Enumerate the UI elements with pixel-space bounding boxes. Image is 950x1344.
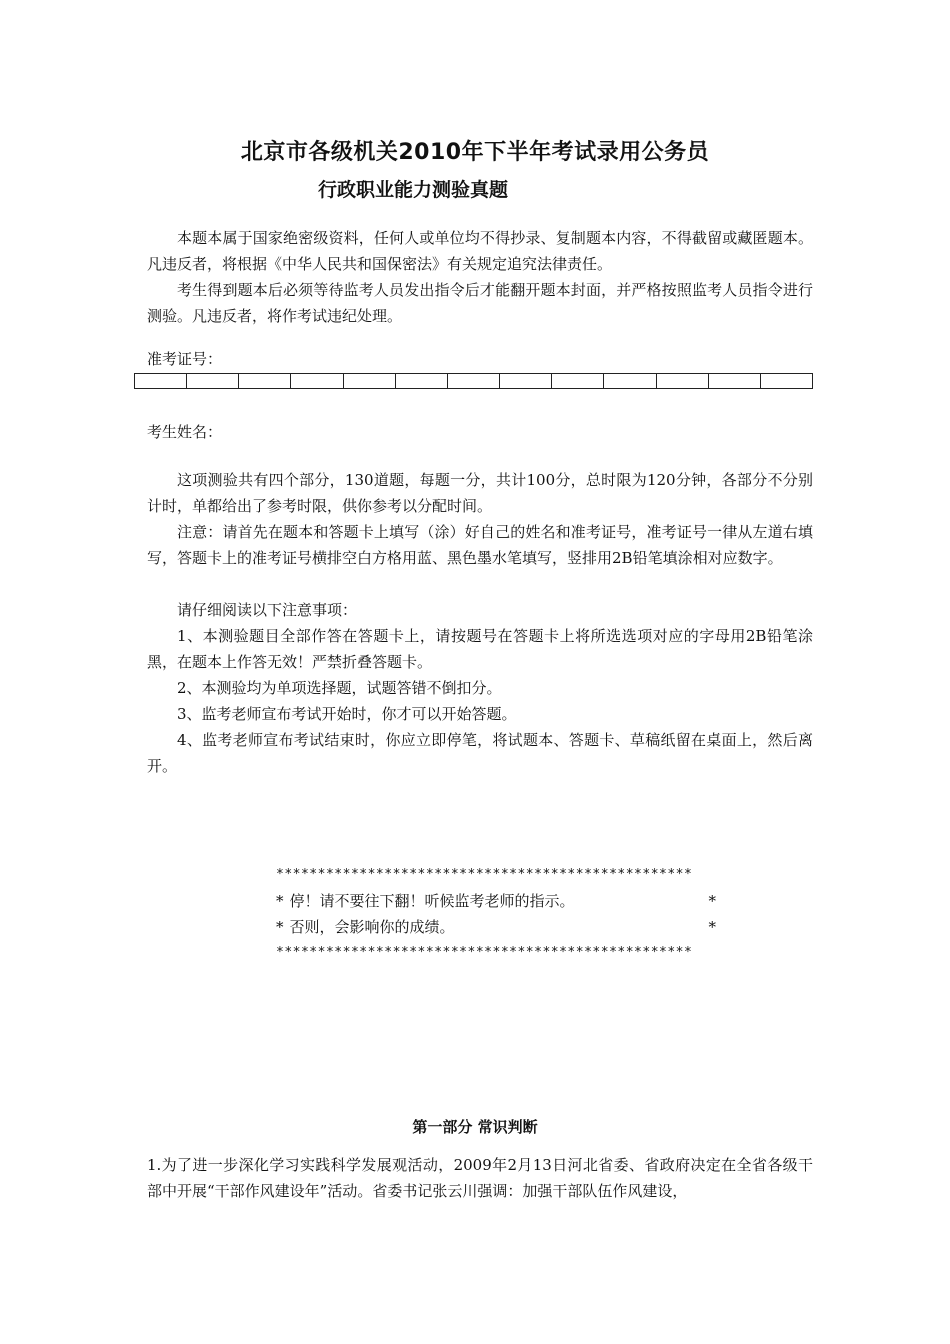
instruction-paragraph: 考生得到题本后必须等待监考人员发出指令后才能翻开题本封面，并严格按照监考人员指令进行测验。凡违反者，将作考试违纪处理。 — [147, 281, 813, 325]
grid-cell — [344, 374, 396, 388]
grid-cell — [709, 374, 761, 388]
grid-cell — [291, 374, 343, 388]
notice-line — [276, 914, 716, 940]
grid-cell — [239, 374, 291, 388]
grid-cell — [604, 374, 656, 388]
grid-cell — [135, 374, 187, 388]
candidate-name-label: 考生姓名： — [147, 423, 223, 441]
notice-star: * — [276, 892, 284, 910]
stop-notice-box — [276, 862, 716, 966]
notice-star: * — [276, 918, 284, 936]
grid-cell — [187, 374, 239, 388]
grid-cell — [761, 374, 812, 388]
document-subtitle: 行政职业能力测验真题 — [318, 179, 509, 201]
grid-cell — [552, 374, 604, 388]
notice-border-bottom: ************************************************** — [276, 945, 693, 960]
rule-1: 1、本测验题目全部作答在答题卡上，请按题号在答题卡上将所选选项对应的字母用2B铅笔涂黑，在题本上作答无效！严禁折叠答题卡。 — [147, 627, 813, 671]
grid-cell — [657, 374, 709, 388]
grid-cell — [448, 374, 500, 388]
read-notes-paragraph: 请仔细阅读以下注意事项： — [177, 601, 358, 619]
admission-number-grid — [134, 373, 813, 389]
test-overview-paragraph: 这项测验共有四个部分，130道题，每题一分，共计100分，总时限为120分钟，各部分不分别计时，单都给出了参考时限，供你参考以分配时间。 — [147, 471, 813, 515]
note-paragraph: 注意：请首先在题本和答题卡上填写（涂）好自己的姓名和准考证号，准考证号一律从左道右填写，答题卡上的准考证号横排空白方格用蓝、黑色墨水笔填写，竖排用2B铅笔填涂相对应数字。 — [147, 523, 813, 567]
admission-number-label: 准考证号： — [147, 350, 223, 368]
rule-3: 3、监考老师宣布考试开始时，你才可以开始答题。 — [177, 705, 517, 723]
rule-4: 4、监考老师宣布考试结束时，你应立即停笔，将试题本、答题卡、草稿纸留在桌面上，然后离开。 — [147, 731, 813, 775]
question-1: 1.为了进一步深化学习实践科学发展观活动，2009年2月13日河北省委、省政府决定在全省各级干部中开展“干部作风建设年”活动。省委书记张云川强调：加强干部队伍作风建设， — [147, 1156, 813, 1200]
notice-star: * — [708, 892, 716, 910]
notice-stop-text: 停！请不要往下翻！听候监考老师的指示。 — [289, 892, 575, 910]
section-title: 第一部分 常识判断 — [412, 1118, 538, 1136]
document-title: 北京市各级机关2010年下半年考试录用公务员 — [240, 140, 710, 165]
grid-cell — [396, 374, 448, 388]
notice-warning-text: 否则，会影响你的成绩。 — [289, 918, 455, 936]
grid-cell — [500, 374, 552, 388]
notice-line — [276, 888, 716, 914]
notice-border-top: ************************************************** — [276, 867, 693, 882]
rule-2: 2、本测验均为单项选择题，试题答错不倒扣分。 — [177, 679, 502, 697]
confidentiality-paragraph: 本题本属于国家绝密级资料，任何人或单位均不得抄录、复制题本内容，不得截留或藏匿题本。凡违反者，将根据《中华人民共和国保密法》有关规定追究法律责任。 — [147, 229, 813, 273]
notice-star: * — [708, 918, 716, 936]
